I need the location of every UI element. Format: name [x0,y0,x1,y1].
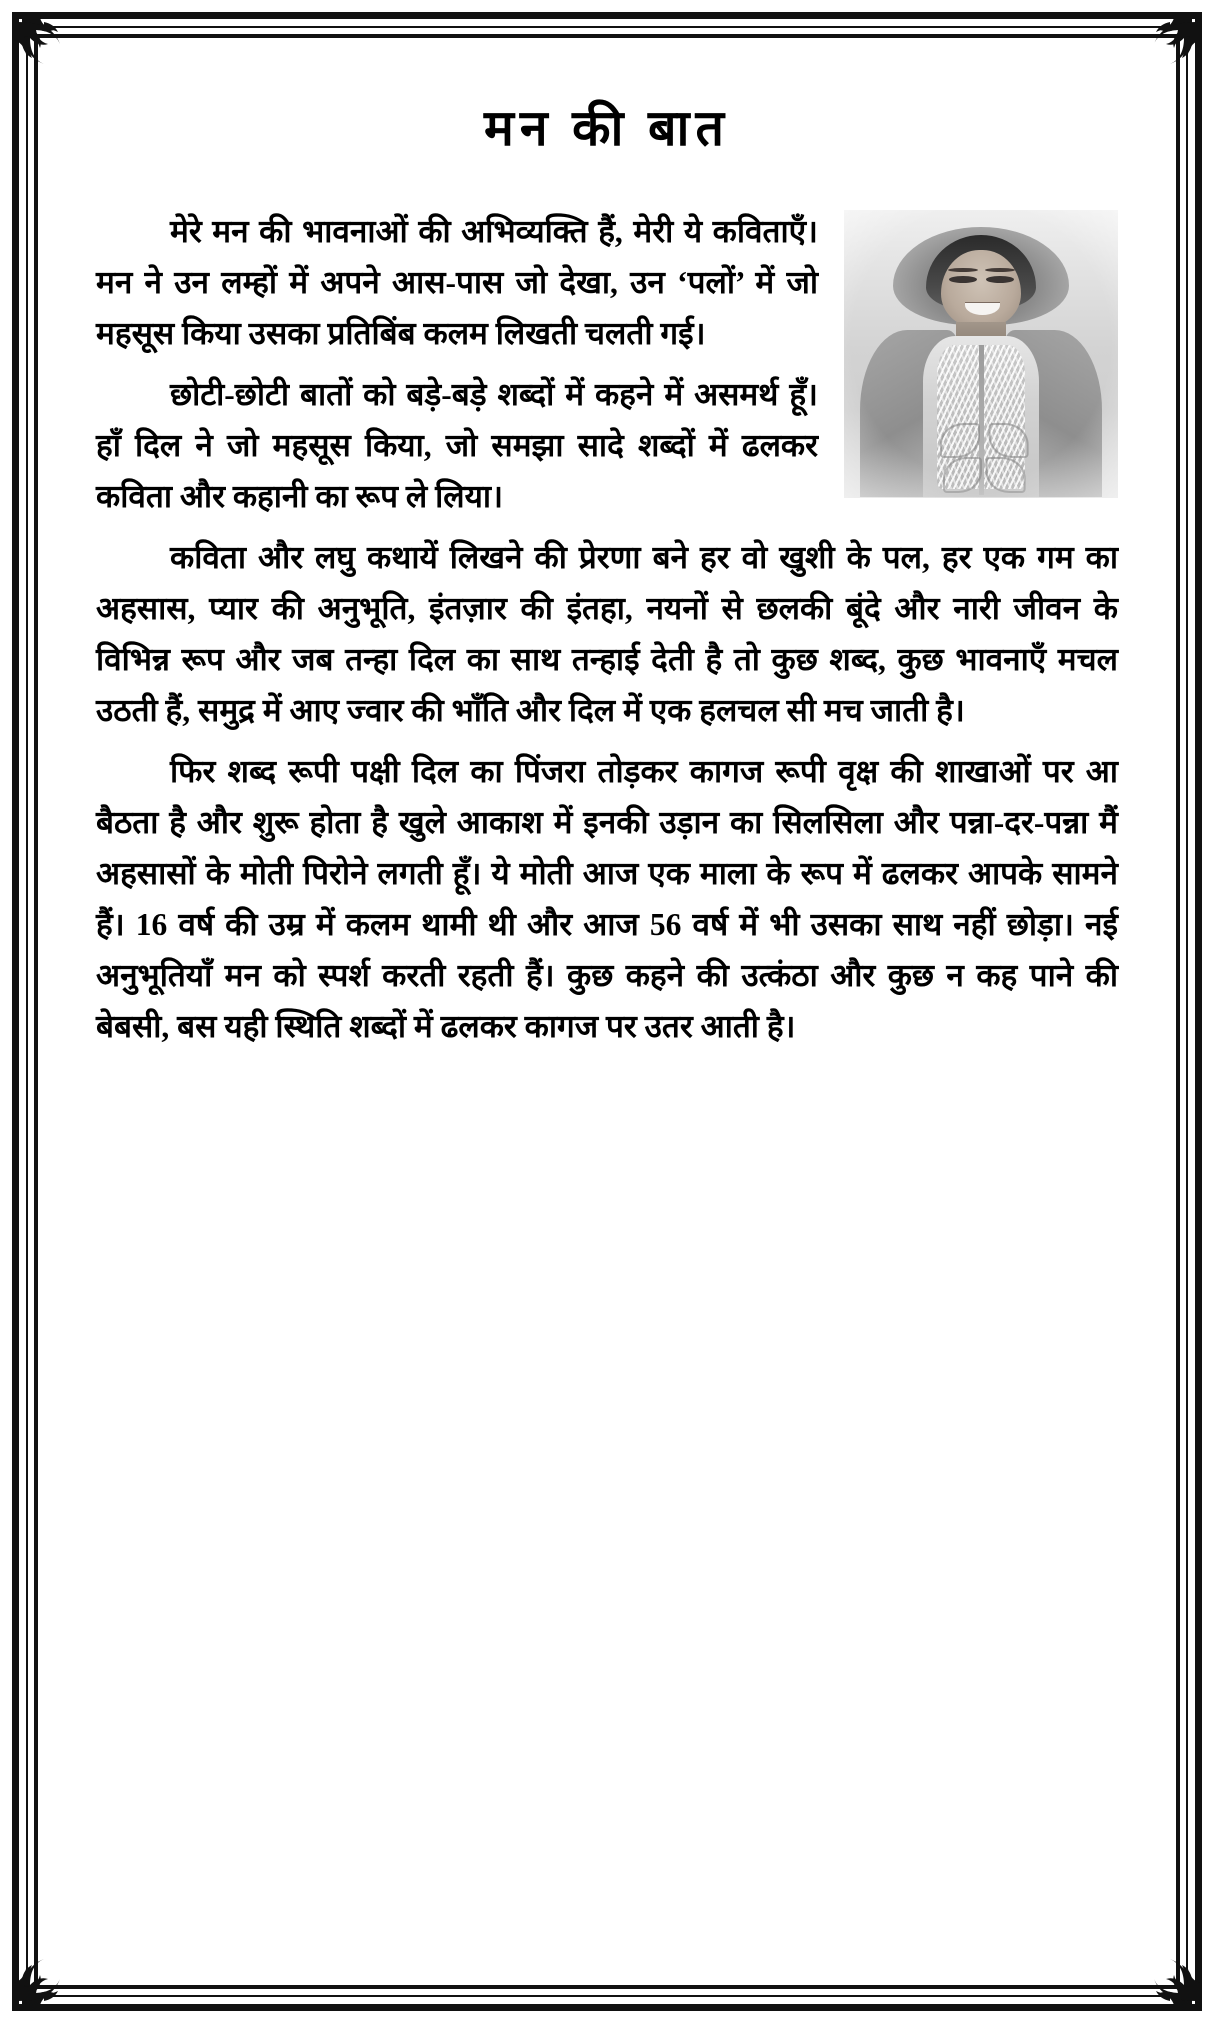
paragraph: मेरे मन की भावनाओं की अभिव्यक्ति हैं, मेरी ये कविताएँ। मन ने उन लम्हों में अपने आस-पास जो देखा, उन ‘पलों’ में जो महसूस किया उसका प्रतिबिंब कलम लिखती चलती गई। [96,213,818,351]
paragraph: कविता और लघु कथायें लिखने की प्रेरणा बने हर वो खुशी के पल, हर एक गम का अहसास, प्यार की अनुभूति, इंतज़ार की इंतहा, नयनों से छलकी बूंदे और नारी जीवन के विभिन्न रूप और जब तन्हा दिल का साथ तन्हाई देती है तो कुछ शब्द, कुछ भावनाएँ मचल उठती हैं, समुद्र में आए ज्वार की भाँति और दिल में एक हलचल सी मच जाती है। [96,539,1118,728]
paragraph: छोटी-छोटी बातों को बड़े-बड़े शब्दों में कहने में असमर्थ हूँ। हाँ दिल ने जो महसूस किया, जो समझा सादे शब्दों में ढलकर कविता और कहानी का रूप ले लिया। [96,376,818,514]
page-title: मन की बात [484,100,730,156]
author-portrait [844,210,1118,498]
paragraph: फिर शब्द रूपी पक्षी दिल का पिंजरा तोड़कर कागज रूपी वृक्ष की शाखाओं पर आ बैठता है और शुरू होता है खुले आकाश में इनकी उड़ान का सिलसिला और पन्ना-दर-पन्ना मैं अहसासों के मोती पिरोने लगती हूँ। ये मोती आज एक माला के रूप में ढलकर आपके सामने हैं। 16 वर्ष की उम्र में कलम थामी थी और आज 56 वर्ष में भी उसका साथ नहीं छोड़ा। नई अनुभूतियाँ मन को स्पर्श करती रहती हैं। कुछ कहने की उत्कंठा और कुछ न कह पाने की बेबसी, बस यही स्थिति शब्दों में ढलकर कागज पर उतर आती है। [96,753,1118,1044]
portrait-vignette [844,210,1118,498]
document-body [56,56,1158,1967]
